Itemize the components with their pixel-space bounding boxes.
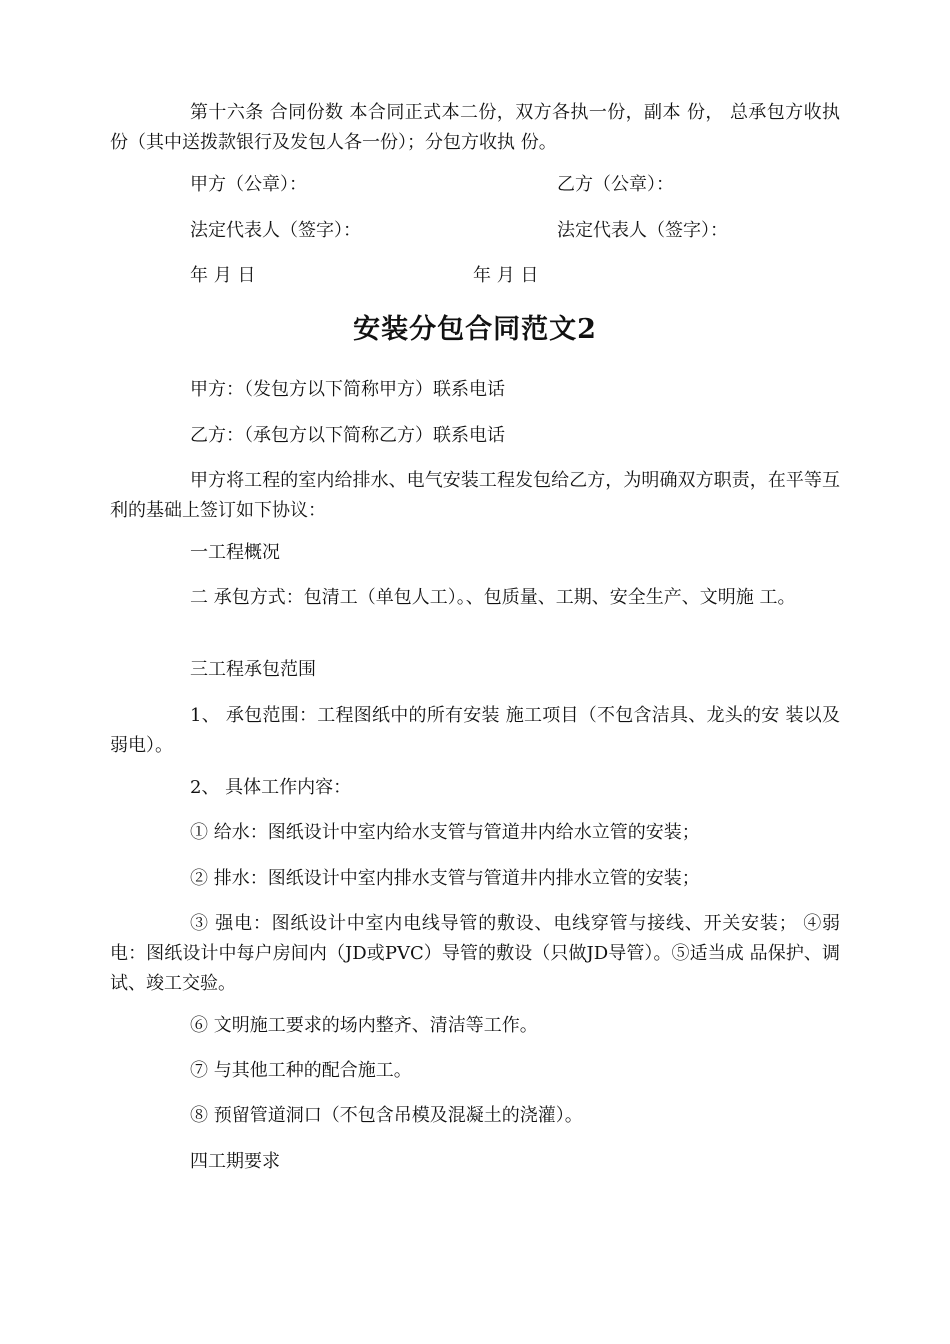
document-title: 安装分包合同范文2 [353, 314, 597, 345]
section-3-heading: 三工程承包范围 [190, 659, 316, 680]
party-a-date-label: 年 月 日 [190, 265, 256, 286]
party-b-date-label: 年 月 日 [473, 265, 539, 286]
work-content-heading: 2、 具体工作内容： [190, 777, 352, 798]
item-civilized-construction: ⑥ 文明施工要求的场内整齐、清洁等工作。 [190, 1015, 538, 1036]
section-4-heading: 四工期要求 [190, 1151, 280, 1172]
intro-paragraph: 甲方将工程的室内给排水、电气安装工程发包给乙方，为明确双方职责，在平等互利的基础上签订如下协议： [110, 470, 840, 521]
section-1-heading: 一工程概况 [190, 542, 280, 563]
party-a-seal-label: 甲方（公章）： [190, 174, 307, 195]
party-a-representative-label: 法定代表人（签字）： [190, 220, 361, 241]
party-a-line: 甲方：（发包方以下简称甲方）联系电话 [190, 379, 505, 400]
item-coordination: ⑦ 与其他工种的配合施工。 [190, 1060, 412, 1081]
section-2-paragraph: 二 承包方式：包清工（单包人工）。、包质量、工期、安全生产、文明施 工。 [190, 587, 796, 608]
scope-paragraph: 1、 承包范围：工程图纸中的所有安装 施工项目（不包含洁具、龙头的安 装以及弱电）。 [110, 705, 840, 756]
item-drainage: ② 排水：图纸设计中室内排水支管与管道井内排水立管的安装； [190, 868, 700, 889]
party-b-representative-label: 法定代表人（签字）： [557, 220, 728, 241]
party-b-seal-label: 乙方（公章）： [557, 174, 674, 195]
item-reserved-openings: ⑧ 预留管道洞口（不包含吊模及混凝土的浇灌）。 [190, 1105, 583, 1126]
party-b-line: 乙方：（承包方以下简称乙方）联系电话 [190, 425, 505, 446]
article-16-paragraph: 第十六条 合同份数 本合同正式本二份，双方各执一份，副本 份， 总承包方收执 份（其中送拨款银行及发包人各一份）；分包方收执 份。 [110, 102, 840, 153]
item-electrical: ③ 强电：图纸设计中室内电线导管的敷设、电线穿管与接线、开关安装； ④弱电：图纸设计中每户房间内（JD或PVC）导管的敷设（只做JD导管）。⑤适当成 品保护、调试、竣工交验。 [110, 913, 840, 994]
item-water-supply: ① 给水：图纸设计中室内给水支管与管道井内给水立管的安装； [190, 822, 700, 843]
